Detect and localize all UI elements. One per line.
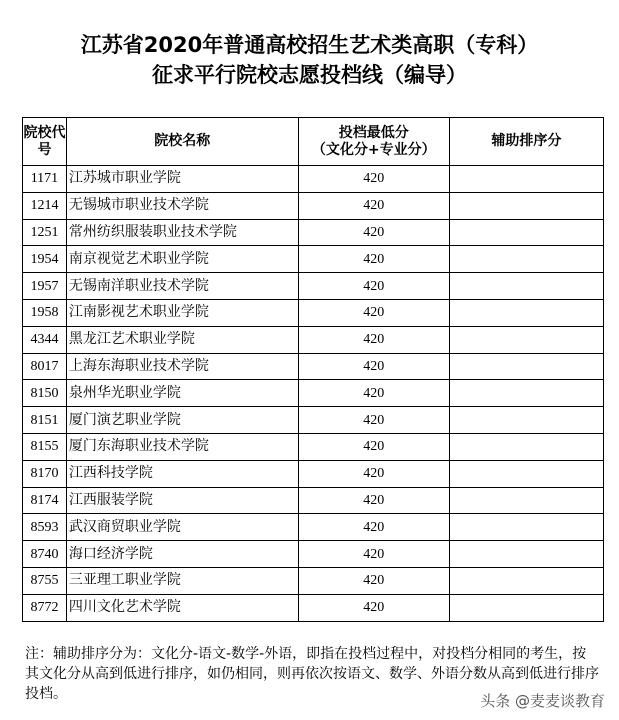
school-name: 三亚理工职业学院 bbox=[66, 567, 298, 594]
aux-score bbox=[449, 567, 603, 594]
school-name: 海口经济学院 bbox=[66, 541, 298, 568]
min-score: 420 bbox=[298, 487, 449, 514]
table-row bbox=[23, 433, 604, 460]
table-row bbox=[23, 273, 604, 300]
table-row bbox=[23, 326, 604, 353]
aux-score bbox=[449, 487, 603, 514]
header-aux: 辅助排序分 bbox=[449, 118, 603, 166]
school-name: 江西服装学院 bbox=[66, 487, 298, 514]
school-name: 黑龙江艺术职业学院 bbox=[66, 326, 298, 353]
table-row bbox=[23, 219, 604, 246]
school-name: 江西科技学院 bbox=[66, 460, 298, 487]
school-code: 1957 bbox=[23, 273, 67, 300]
table-row bbox=[23, 487, 604, 514]
header-code: 院校代号 bbox=[23, 118, 67, 166]
school-code: 8151 bbox=[23, 407, 67, 434]
school-code: 8593 bbox=[23, 514, 67, 541]
header-score: 投档最低分 （文化分+专业分） bbox=[298, 118, 449, 166]
header-name: 院校名称 bbox=[66, 118, 298, 166]
school-name: 厦门演艺职业学院 bbox=[66, 407, 298, 434]
table-row bbox=[23, 407, 604, 434]
page-title: 江苏省2020年普通高校招生艺术类高职（专科） bbox=[80, 33, 539, 57]
table-row bbox=[23, 514, 604, 541]
school-code: 8740 bbox=[23, 541, 67, 568]
min-score: 420 bbox=[298, 273, 449, 300]
aux-score bbox=[449, 594, 603, 621]
school-name: 无锡南洋职业技术学院 bbox=[66, 273, 298, 300]
min-score: 420 bbox=[298, 192, 449, 219]
aux-score bbox=[449, 326, 603, 353]
min-score: 420 bbox=[298, 407, 449, 434]
aux-score bbox=[449, 299, 603, 326]
aux-score bbox=[449, 514, 603, 541]
table-row bbox=[23, 567, 604, 594]
min-score: 420 bbox=[298, 433, 449, 460]
score-table bbox=[22, 117, 604, 622]
school-code: 8017 bbox=[23, 353, 67, 380]
school-name: 厦门东海职业技术学院 bbox=[66, 433, 298, 460]
school-code: 8174 bbox=[23, 487, 67, 514]
table-row bbox=[23, 192, 604, 219]
aux-score bbox=[449, 246, 603, 273]
page-subtitle: 征求平行院校志愿投档线（编导） bbox=[152, 63, 467, 87]
table-row bbox=[23, 541, 604, 568]
min-score: 420 bbox=[298, 326, 449, 353]
school-code: 1954 bbox=[23, 246, 67, 273]
table-header-row bbox=[23, 118, 604, 166]
aux-score bbox=[449, 407, 603, 434]
aux-score bbox=[449, 380, 603, 407]
min-score: 420 bbox=[298, 353, 449, 380]
min-score: 420 bbox=[298, 299, 449, 326]
school-code: 8155 bbox=[23, 433, 67, 460]
school-code: 8772 bbox=[23, 594, 67, 621]
aux-score bbox=[449, 541, 603, 568]
watermark: 头条 @麦麦谈教育 bbox=[480, 692, 605, 710]
school-name: 常州纺织服装职业技术学院 bbox=[66, 219, 298, 246]
min-score: 420 bbox=[298, 594, 449, 621]
school-name: 无锡城市职业技术学院 bbox=[66, 192, 298, 219]
aux-score bbox=[449, 273, 603, 300]
table-row bbox=[23, 246, 604, 273]
school-name: 武汉商贸职业学院 bbox=[66, 514, 298, 541]
min-score: 420 bbox=[298, 219, 449, 246]
aux-score bbox=[449, 166, 603, 193]
table-row bbox=[23, 380, 604, 407]
school-name: 上海东海职业技术学院 bbox=[66, 353, 298, 380]
school-code: 1171 bbox=[23, 166, 67, 193]
school-code: 4344 bbox=[23, 326, 67, 353]
footnote: 注：辅助排序分为：文化分-语文-数学-外语，即指在投档过程中，对投档分相同的考生，按其文化分从高到低进行排序，如仍相同，则再依次按语文、数学、外语分数从高到低进行排序投档。 bbox=[25, 646, 599, 702]
table-row bbox=[23, 166, 604, 193]
school-name: 南京视觉艺术职业学院 bbox=[66, 246, 298, 273]
table-row bbox=[23, 353, 604, 380]
aux-score bbox=[449, 219, 603, 246]
min-score: 420 bbox=[298, 541, 449, 568]
min-score: 420 bbox=[298, 460, 449, 487]
school-name: 江南影视艺术职业学院 bbox=[66, 299, 298, 326]
school-code: 1958 bbox=[23, 299, 67, 326]
min-score: 420 bbox=[298, 567, 449, 594]
school-code: 8755 bbox=[23, 567, 67, 594]
aux-score bbox=[449, 192, 603, 219]
aux-score bbox=[449, 460, 603, 487]
table-row bbox=[23, 299, 604, 326]
table-row bbox=[23, 460, 604, 487]
school-name: 四川文化艺术学院 bbox=[66, 594, 298, 621]
school-code: 8150 bbox=[23, 380, 67, 407]
aux-score bbox=[449, 433, 603, 460]
school-code: 1251 bbox=[23, 219, 67, 246]
aux-score bbox=[449, 353, 603, 380]
min-score: 420 bbox=[298, 514, 449, 541]
school-name: 江苏城市职业学院 bbox=[66, 166, 298, 193]
min-score: 420 bbox=[298, 246, 449, 273]
table-row bbox=[23, 594, 604, 621]
school-name: 泉州华光职业学院 bbox=[66, 380, 298, 407]
school-code: 8170 bbox=[23, 460, 67, 487]
min-score: 420 bbox=[298, 166, 449, 193]
min-score: 420 bbox=[298, 380, 449, 407]
school-code: 1214 bbox=[23, 192, 67, 219]
